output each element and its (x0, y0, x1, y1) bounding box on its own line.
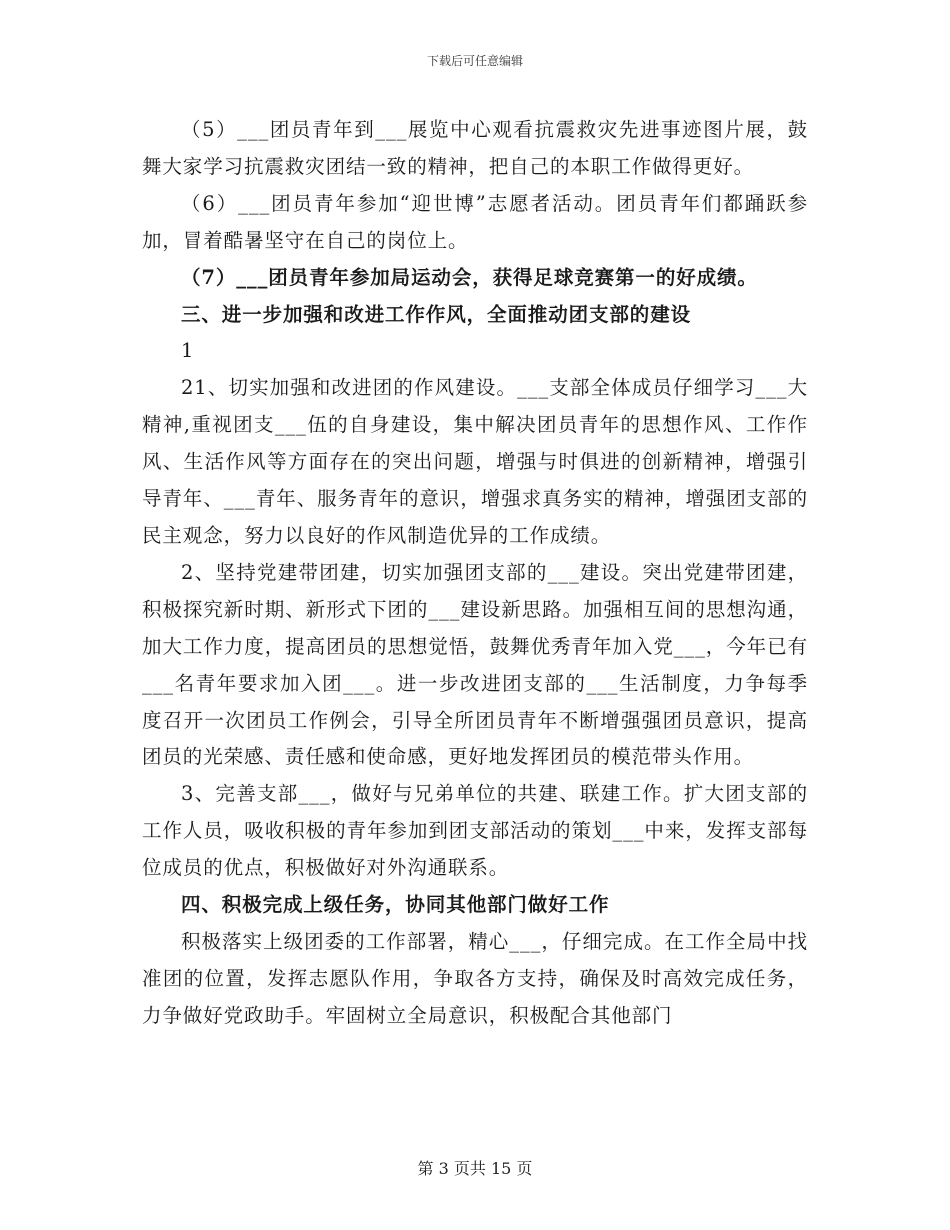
stray-number: 1 (181, 339, 195, 363)
paragraph-section-4-body: 积极落实上级团委的工作部署，精心___，仔细完成。在工作全局中找准团的位置，发挥志愿队作用，争取各方支持，确保及时高效完成任务，力争做好党政助手。牢固树立全局意识，积极配合其他部门 (142, 929, 808, 1027)
paragraph-point-2: 2、坚持党建带团建，切实加强团支部的___建设。突出党建带团建，积极探究新时期、新形式下团的___建设新思路。加强相互间的思想沟通，加大工作力度，提高团员的思想觉悟，鼓舞优秀青年加入党___，今年已有___名青年要求加入团___。进一步改进团支部的___生活制度，力争每季度召开一次团员工作例会，引导全所团员青年不断增强强团员意识，提高团员的光荣感、责任感和使命感，更好地发挥团员的模范带头作用。 (142, 560, 808, 769)
paragraph-item-7: （7）___团员青年参加局运动会，获得足球竞赛第一的好成绩。 (181, 265, 758, 289)
paragraph-point-3: 3、完善支部___，做好与兄弟单位的共建、联建工作。扩大团支部的工作人员，吸收积极的青年参加到团支部活动的策划___中来，发挥支部每位成员的优点，积极做好对外沟通联系。 (142, 782, 808, 880)
section-heading-3: 三、进一步加强和改进工作作风，全面推动团支部的建设 (181, 302, 692, 326)
document-body (142, 112, 808, 1035)
page-number: 第 3 页共 15 页 (417, 1159, 533, 1178)
section-heading-4: 四、积极完成上级任务，协同其他部门做好工作 (181, 893, 610, 917)
page-header-note: 下载后可任意编辑 (426, 54, 523, 68)
paragraph-item-6: （6）___团员青年参加“迎世博”志愿者活动。团员青年们都踊跃参加，冒着酷暑坚守在自己的岗位上。 (142, 191, 808, 252)
paragraph-point-1: 21、切实加强和改进团的作风建设。___支部全体成员仔细学习___大精神,重视团支___伍的自身建设，集中解决团员青年的思想作风、工作作风、生活作风等方面存在的突出问题，增强与时俱进的创新精神，增强引导青年、___青年、服务青年的意识，增强求真务实的精神，增强团支部的民主观念，努力以良好的作风制造优异的工作成绩。 (142, 376, 808, 547)
paragraph-item-5: （5）___团员青年到___展览中心观看抗震救灾先进事迹图片展，鼓舞大家学习抗震救灾团结一致的精神，把自己的本职工作做得更好。 (142, 118, 808, 178)
